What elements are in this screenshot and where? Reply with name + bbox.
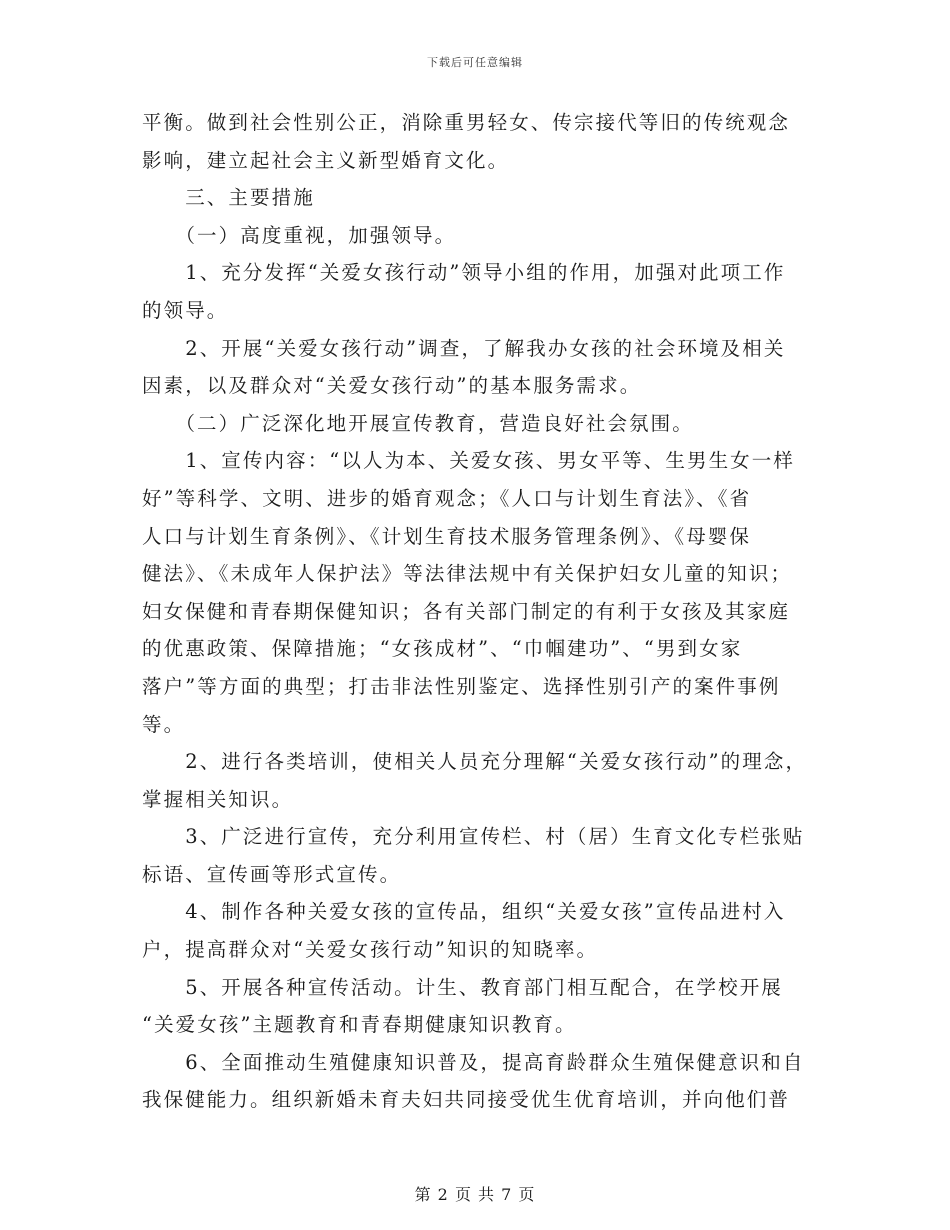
text-line: 妇女保健和青春期保健知识；各有关部门制定的有利于女孩及其家庭 (142, 599, 791, 623)
text-line: 6、全面推动生殖健康知识普及，提高育龄群众生殖保健意识和自 (142, 1050, 805, 1074)
page-header: 下载后可任意编辑 (427, 56, 523, 69)
section-heading: 三、主要措施 (142, 186, 315, 210)
text-line: 标语、宣传画等形式宣传。 (142, 862, 402, 886)
text-line: 人口与计划生育条例》、《计划生育技术服务管理条例》、《母婴保 (142, 524, 752, 548)
text-line: 健法》、《未成年人保护法》等法律法规中有关保护妇女儿童的知识； (142, 562, 793, 586)
text-line: 3、广泛进行宣传，充分利用宣传栏、村（居）生育文化专栏张贴 (142, 825, 805, 849)
text-line: 我保健能力。组织新婚未育夫妇共同接受优生优育培训，并向他们普 (142, 1088, 791, 1112)
text-line: 1、充分发挥“关爱女孩行动”领导小组的作用，加强对此项工作 (142, 261, 786, 285)
text-line: 的优惠政策、保障措施；“女孩成材”、“巾帼建功”、“男到女家 (142, 637, 743, 661)
text-line: 好”等科学、文明、进步的婚育观念；《人口与计划生育法》、《省 (142, 486, 752, 510)
text-line: 2、开展“关爱女孩行动”调查，了解我办女孩的社会环境及相关 (142, 336, 786, 360)
text-line: 1、宣传内容：“以人为本、关爱女孩、男女平等、生男生女一样 (142, 449, 795, 473)
text-line: 户，提高群众对“关爱女孩行动”知识的知晓率。 (142, 938, 599, 962)
text-line: 等。 (142, 712, 186, 736)
text-line: 掌握相关知识。 (142, 787, 294, 811)
text-line: 因素，以及群众对“关爱女孩行动”的基本服务需求。 (142, 374, 642, 398)
document-body (142, 104, 822, 1119)
subsection-heading: （一）高度重视，加强领导。 (142, 223, 457, 247)
text-line: 影响，建立起社会主义新型婚育文化。 (142, 148, 510, 172)
text-line: 5、开展各种宣传活动。计生、教育部门相互配合，在学校开展 (142, 975, 783, 999)
page-footer: 第 2 页 共 7 页 (414, 1185, 536, 1204)
text-line: 平衡。做到社会性别公正，消除重男轻女、传宗接代等旧的传统观念 (142, 111, 791, 134)
text-line: 4、制作各种关爱女孩的宣传品，组织“关爱女孩”宣传品进村入 (142, 900, 786, 924)
subsection-heading: （二）广泛深化地开展宣传教育，营造良好社会氛围。 (142, 411, 694, 435)
text-line: 落户”等方面的典型；打击非法性别鉴定、选择性别引产的案件事例 (142, 674, 781, 698)
text-line: 2、进行各类培训，使相关人员充分理解“关爱女孩行动”的理念， (142, 750, 808, 774)
text-line: 的领导。 (142, 298, 229, 322)
text-line: “关爱女孩”主题教育和青春期健康知识教育。 (142, 1013, 577, 1037)
